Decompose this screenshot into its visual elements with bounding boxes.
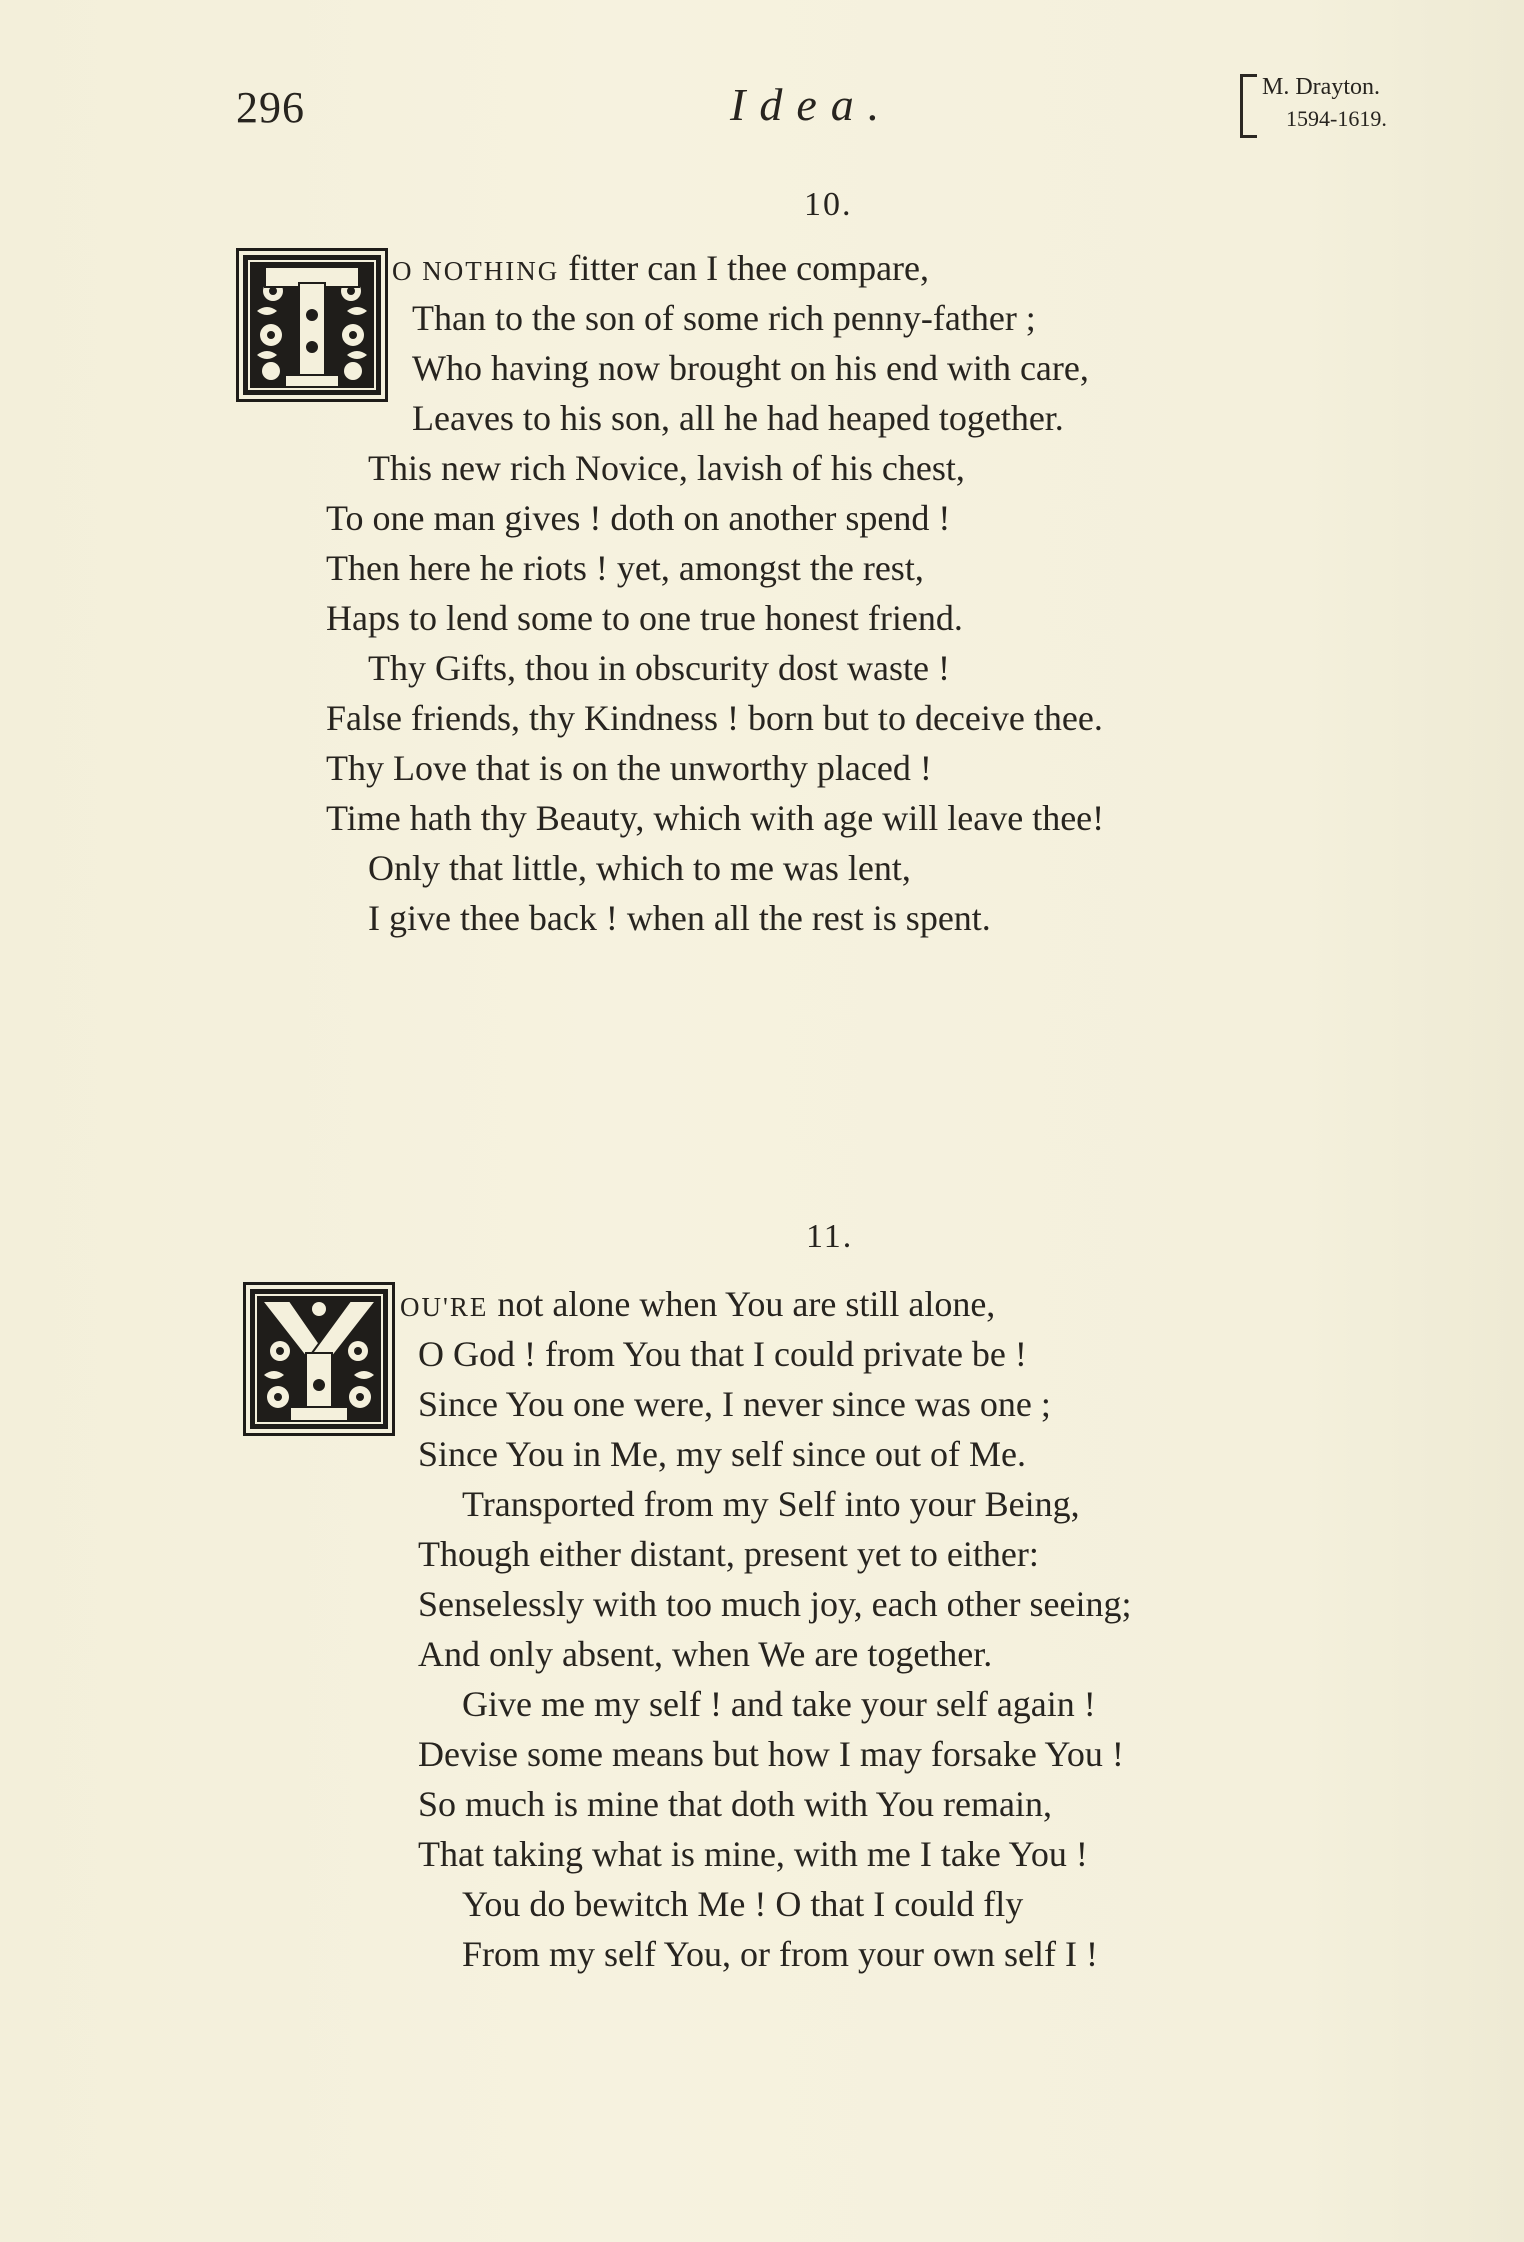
first-line-rest: fitter can I thee compare, <box>559 248 930 288</box>
verse-line: Who having now brought on his end with care, <box>412 348 1089 388</box>
verse-line: You do bewitch Me ! O that I could fly <box>462 1884 1024 1924</box>
verse-line: I give thee back ! when all the rest is spent. <box>368 898 991 938</box>
verse-line: False friends, thy Kindness ! born but to deceive thee. <box>326 698 1103 738</box>
verse-line: So much is mine that doth with You remain, <box>418 1784 1052 1824</box>
verse-line: Than to the son of some rich penny-father ; <box>412 298 1036 338</box>
author-dates: 1594-1619. <box>1286 106 1387 131</box>
verse-line: Then here he riots ! yet, amongst the rest, <box>326 548 924 588</box>
verse-line <box>392 250 929 286</box>
verse-line: Though either distant, present yet to either: <box>418 1534 1039 1574</box>
running-title: Idea. <box>730 79 894 130</box>
author-name: M. Drayton. <box>1262 74 1380 100</box>
verse-line: Devise some means but how I may forsake You ! <box>418 1734 1124 1774</box>
verse-line: Thy Love that is on the unworthy placed ! <box>326 748 932 788</box>
verse-line: O God ! from You that I could private be ! <box>418 1334 1027 1374</box>
sonnet-number: 10. <box>804 186 853 223</box>
verse-line: This new rich Novice, lavish of his chest, <box>368 448 965 488</box>
verse-line: Give me my self ! and take your self again ! <box>462 1684 1096 1724</box>
first-words-small-caps: OU'RE <box>400 1292 489 1322</box>
verse-line: Senselessly with too much joy, each other seeing; <box>418 1584 1132 1624</box>
verse-line <box>400 1286 995 1322</box>
ornamental-initial-t-icon <box>236 248 388 402</box>
author-bracket <box>1240 74 1257 138</box>
verse-line: Since You one were, I never since was one ; <box>418 1384 1051 1424</box>
first-line-rest: not alone when You are still alone, <box>488 1284 996 1324</box>
sonnet-number: 11. <box>806 1218 854 1255</box>
page-header <box>0 0 1524 160</box>
verse-line: That taking what is mine, with me I take You ! <box>418 1834 1088 1874</box>
verse-line: Only that little, which to me was lent, <box>368 848 911 888</box>
verse-line: Thy Gifts, thou in obscurity dost waste ! <box>368 648 950 688</box>
ornamental-initial-y-icon <box>243 1282 395 1436</box>
verse-line: Haps to lend some to one true honest friend. <box>326 598 963 638</box>
page-number: 296 <box>236 83 305 132</box>
verse-line: And only absent, when We are together. <box>418 1634 993 1674</box>
verse-line: From my self You, or from your own self I ! <box>462 1934 1098 1974</box>
verse-line: Leaves to his son, all he had heaped together. <box>412 398 1064 438</box>
verse-line: To one man gives ! doth on another spend ! <box>326 498 951 538</box>
verse-line: Since You in Me, my self since out of Me. <box>418 1434 1026 1474</box>
verse-line: Transported from my Self into your Being, <box>462 1484 1080 1524</box>
verse-line: Time hath thy Beauty, which with age will leave thee! <box>326 798 1105 838</box>
first-words-small-caps: O NOTHING <box>392 256 560 286</box>
